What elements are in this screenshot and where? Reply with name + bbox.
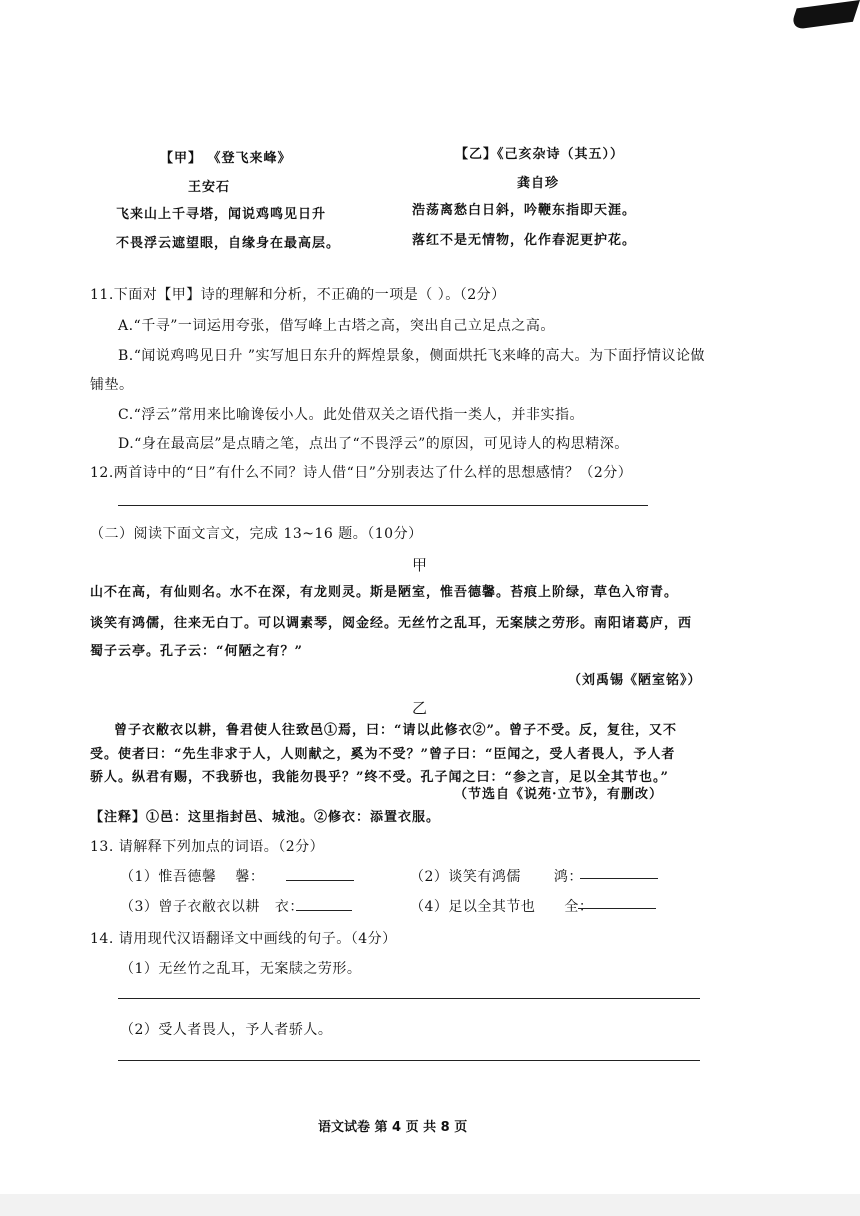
annotation-notes: 【注释】①邑：这里指封邑、城池。②修衣：添置衣服。	[90, 810, 441, 825]
poem-yi-title: 【乙】《己亥杂诗（其五））	[455, 147, 625, 162]
q13-item1-phrase: （1）惟吾德馨	[120, 869, 217, 885]
q13-item2	[410, 866, 583, 886]
q13-item3-blank[interactable]	[296, 910, 352, 911]
poem-jia-title: 【甲】 《登飞来峰》	[160, 151, 292, 166]
yi-text-line1: 曾子衣敝衣以耕，鲁君使人往致邑①焉，曰：“请以此修衣②”。曾子不受。反，复往，又不	[114, 723, 677, 738]
q13-item3-word: 衣：	[274, 899, 304, 915]
yi-text-line2: 受。使者曰：“先生非求于人，人则献之，奚为不受？”曾子曰：“臣闻之，受人者畏人，予人者	[90, 747, 676, 762]
poem-yi-line1: 浩荡离愁白日斜，吟鞭东指即天涯。	[412, 203, 637, 218]
q13-item2-word: 鸿：	[553, 869, 583, 885]
poem-yi-author: 龚自珍	[517, 176, 560, 191]
q13-item4	[410, 896, 593, 916]
poem-jia-line1: 飞来山上千寻塔，闻说鸡鸣见日升	[116, 207, 327, 222]
q13-item1	[120, 866, 264, 886]
q11-option-c: C.“浮云”常用来比喻谗佞小人。此处借双关之语代指一类人，并非实指。	[118, 407, 584, 423]
yi-text-line3: 骄人。纵君有赐，不我骄也，我能勿畏乎？”终不受。孔子闻之曰：“参之言，足以全其节也。”	[90, 770, 669, 785]
section2-yi-label: 乙	[412, 699, 428, 717]
q11-option-d: D.“身在最高层”是点睛之笔，点出了“不畏浮云”的原因，可见诗人的构思精深。	[118, 436, 629, 452]
jia-text-line1: 山不在高，有仙则名。水不在深，有龙则灵。斯是陋室，惟吾德馨。苔痕上阶绿，草色入帘青。	[90, 585, 679, 600]
jia-source: （刘禹锡《陋室铭》）	[568, 673, 702, 688]
q14-sentence1: （1）无丝竹之乱耳，无案牍之劳形。	[120, 961, 362, 977]
q14-answer-line-1[interactable]	[118, 998, 700, 999]
q11-option-b-cont: 铺垫。	[90, 377, 134, 393]
q13-item4-phrase: （4）足以全其节也	[410, 899, 536, 915]
q11-option-a: A.“千寻”一词运用夸张，借写峰上古塔之高，突出自己立足点之高。	[118, 318, 555, 334]
q14-sentence2: （2）受人者畏人，予人者骄人。	[120, 1022, 333, 1038]
q12-answer-line[interactable]	[118, 505, 648, 506]
section2-heading: （二）阅读下面文言文，完成 13~16 题。（10分）	[90, 526, 423, 542]
yi-source: （节选自《说苑·立节》，有删改）	[454, 787, 664, 802]
q12-stem: 12.两首诗中的“日”有什么不同？诗人借“日”分别表达了什么样的思想感情？（2分）	[90, 465, 633, 481]
q14-stem: 14. 请用现代汉语翻译文中画线的句子。（4分）	[90, 931, 397, 947]
page-footer: 语文试卷 第 4 页 共 8 页	[318, 1120, 468, 1135]
q13-item1-blank[interactable]	[286, 880, 354, 881]
q11-option-b: B.“闻说鸡鸣见日升 ”实写旭日东升的辉煌景象，侧面烘托飞来峰的高大。为下面抒情议论做	[118, 348, 706, 364]
q11-stem: 11.下面对【甲】诗的理解和分析，不正确的一项是（ ）。（2分）	[90, 287, 506, 303]
jia-text-line2: 谈笑有鸿儒，往来无白丁。可以调素琴，阅金经。无丝竹之乱耳，无案牍之劳形。南阳诸葛庐，西	[90, 616, 693, 631]
q13-item3	[120, 896, 304, 916]
q13-item4-word: 全：	[564, 899, 594, 915]
jia-text-line3: 蜀子云亭。孔子云：“何陋之有？”	[90, 644, 303, 659]
q13-item4-blank[interactable]	[578, 908, 656, 909]
q13-stem: 13. 请解释下列加点的词语。（2分）	[90, 839, 325, 855]
q13-item2-phrase: （2）谈笑有鸿儒	[410, 869, 521, 885]
scan-bottom-edge	[0, 1194, 860, 1216]
q14-answer-line-2[interactable]	[118, 1060, 700, 1061]
q13-item1-word: 馨：	[235, 869, 265, 885]
q13-item3-phrase: （3）曾子衣敝衣以耕	[120, 899, 260, 915]
scan-corner-shadow	[790, 0, 860, 30]
poem-jia-author: 王安石	[188, 180, 231, 195]
poem-yi-line2: 落红不是无情物，化作春泥更护花。	[412, 233, 637, 248]
poem-jia-line2: 不畏浮云遮望眼，自缘身在最高层。	[116, 236, 341, 251]
section2-jia-label: 甲	[412, 556, 428, 574]
q13-item2-blank[interactable]	[580, 878, 658, 879]
